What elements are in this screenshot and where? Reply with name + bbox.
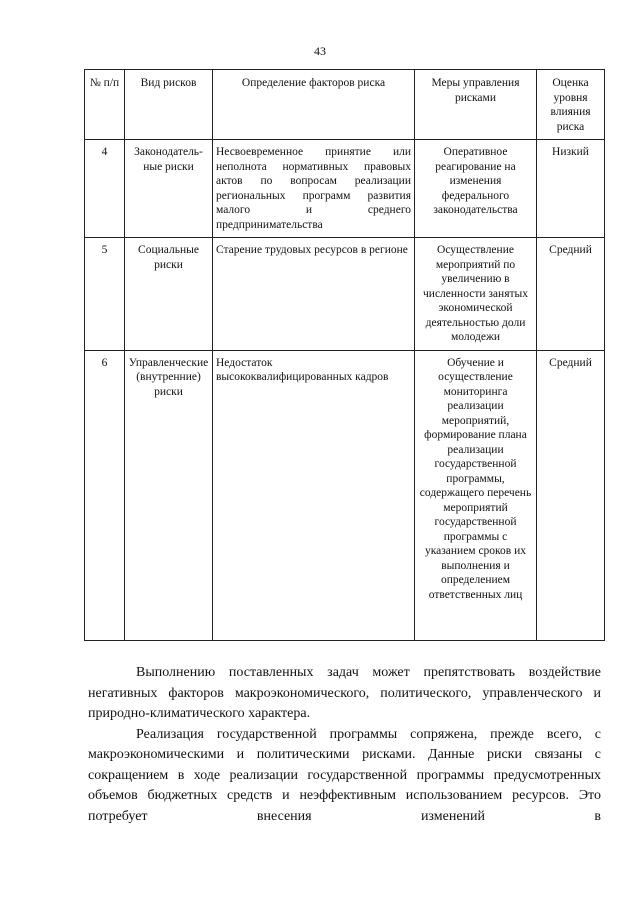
row-number: 4: [85, 140, 125, 238]
page-number: 43: [314, 44, 326, 58]
risk-measures: Обучение и осуществление мониторинга реализации мероприятий, формирование плана реализации государственной программы, содержащего перечень мероприятий государственной программы с указанием сроков их выполнения и определением ответственных лиц: [415, 350, 537, 640]
header-impact-level: Оценка уровня влияния риска: [537, 70, 605, 140]
risk-type: Управленческие (внутренние) риски: [125, 350, 213, 640]
risk-level: Низкий: [537, 140, 605, 238]
header-number: № п/п: [85, 70, 125, 140]
header-risk-type: Вид рисков: [125, 70, 213, 140]
table-row: [85, 140, 605, 238]
paragraph: Выполнению поставленных задач может препятствовать воздействие негативных факторов макроэкономического, политического, управленческого и природно-климатического характера.: [88, 665, 601, 721]
body-text: [88, 663, 601, 827]
row-number: 5: [85, 238, 125, 351]
risk-measures: Оперативное реагирование на изменения федерального законодательства: [415, 140, 537, 238]
risk-definition: Старение трудовых ресурсов в регионе: [213, 238, 415, 351]
table-row: [85, 350, 605, 640]
risk-definition: Недостаток высококвалифицированных кадров: [213, 350, 415, 640]
risk-definition: Несвоевременное принятие или неполнота нормативных правовых актов по вопросам реализации региональных программ развития малого и среднего предпринимательства: [213, 140, 415, 238]
row-number: 6: [85, 350, 125, 640]
risk-type: Законодатель-ные риски: [125, 140, 213, 238]
header-risk-factors: Определение факторов риска: [213, 70, 415, 140]
risk-type: Социальные риски: [125, 238, 213, 351]
table-header-row: [85, 70, 605, 140]
risk-measures: Осуществление мероприятий по увеличению в численности занятых экономической деятельностью доли молодежи: [415, 238, 537, 351]
table-row: [85, 238, 605, 351]
risk-level: Средний: [537, 238, 605, 351]
risk-table: [84, 69, 605, 641]
risk-level: Средний: [537, 350, 605, 640]
header-risk-measures: Меры управления рисками: [415, 70, 537, 140]
paragraph: Реализация государственной программы сопряжена, прежде всего, с макроэкономическими и политическими рисками. Данные риски связаны с сокращением в ходе реализации государственной программы предусмотренных объемов бюджетных средств и неэффективным использованием ресурсов. Это потребует внесения изменений в: [88, 726, 601, 824]
